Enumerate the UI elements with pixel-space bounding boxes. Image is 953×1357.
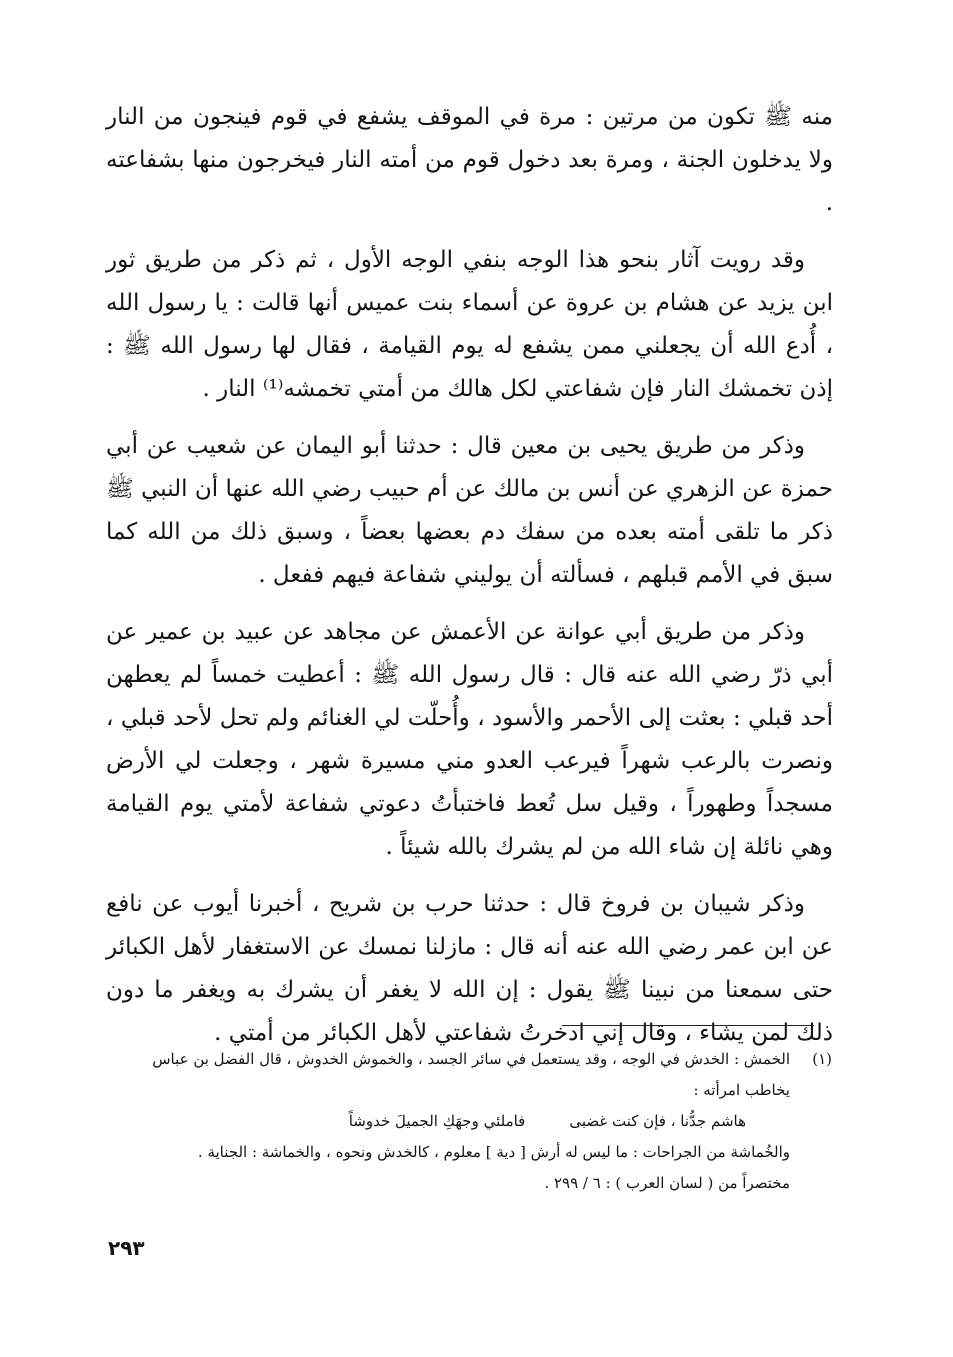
page-number: ٢٩٣ bbox=[108, 1236, 145, 1260]
paragraph-5: وذكر شيبان بن فروخ قال : حدثنا حرب بن شريح ، أخبرنا أيوب عن نافع عن ابن عمر رضي الله عنه أنه قال : مازلنا نمسك عن الاستغفار لأهل الكبائر حتى سمعنا من نبينا ﷺ يقول : إن الله لا يغفر أن يشرك به ويغفر ما دون ذلك لمن يشاء ، وقال إني ادخرتُ شفاعتي لأهل الكبائر من أمتي . bbox=[106, 891, 833, 1046]
footnote-line-1 bbox=[110, 1044, 832, 1075]
paragraph-2: وقد رويت آثار بنحو هذا الوجه بنفي الوجه الأول ، ثم ذكر من طريق ثور ابن يزيد عن هشام بن عروة عن أسماء بنت عميس أنها قالت : يا رسول الله ، أُدع الله أن يجعلني ممن يشفع له يوم القيامة ، فقال لها رسول الله ﷺ : إذن تخمشك النار فإن شفاعتي لكل هالك من أمتي تخمشه⁽¹⁾ النار . bbox=[106, 247, 833, 402]
verse-first-hemistich: هاشم جدُّنا ، فإن كنت غضبى bbox=[569, 1112, 746, 1130]
paragraph-4: وذكر من طريق أبي عوانة عن الأعمش عن مجاهد عن عبيد بن عمير عن أبي ذرّ رضي الله عنه قال : قال رسول الله ﷺ : أعطيت خمساً لم يعطهن أحد قبلي : بعثت إلى الأحمر والأسود ، وأُحلّت لي الغنائم ولم تحل لأحد قبلي ، ونصرت بالرعب شهراً فيرعب العدو مني مسيرة شهر ، وجعلت لي الأرض مسجداً وطهوراً ، وقيل سل تُعط فاختبأتُ دعوتي شفاعة لأمتي يوم القيامة وهي نائلة إن شاء الله من لم يشرك بالله شيئاً . bbox=[106, 619, 833, 860]
verse-second-hemistich: فاملئي وجهَكِ الجميلَ خدوشاً bbox=[348, 1112, 526, 1130]
paragraph-3: وذكر من طريق يحيى بن معين قال : حدثنا أبو اليمان عن شعيب عن أبي حمزة عن الزهري عن أنس بن مالك عن أم حبيب رضي الله عنها أن النبي ﷺ ذكر ما تلقى أمته بعده من سفك دم بعضها بعضاً ، وسبق ذلك من الله كما سبق في الأمم قبلهم ، فسألته أن يوليني شفاعة فيهم ففعل . bbox=[106, 433, 833, 588]
paragraph-1: منه ﷺ تكون من مرتين : مرة في الموقف يشفع في قوم فينجون من النار ولا يدخلون الجنة ، ومرة بعد دخول قوم من أمته النار فيخرجون منها بشفاعته . bbox=[106, 104, 833, 216]
main-text bbox=[106, 96, 833, 1069]
footnote-divider bbox=[562, 1025, 814, 1026]
footnote-source: مختصراً من ( لسان العرب ) : ٦ / ٢٩٩ . bbox=[544, 1174, 790, 1192]
footnotes bbox=[110, 1044, 832, 1199]
footnote-text-2: يخاطب امرأته : bbox=[693, 1081, 790, 1099]
footnote-text-3: والخُماشة من الجراحات : ما ليس له أرش [ دية ] معلوم ، كالخدش ونحوه ، والخماشة : الجناية . bbox=[197, 1143, 790, 1161]
footnote-number: (١) bbox=[812, 1050, 832, 1068]
footnote-text-1: الخمش : الخدش في الوجه ، وقد يستعمل في سائر الجسد ، والخموش الخدوش ، قال الفضل بن عباس bbox=[152, 1050, 790, 1068]
footnote-verse bbox=[110, 1106, 832, 1137]
